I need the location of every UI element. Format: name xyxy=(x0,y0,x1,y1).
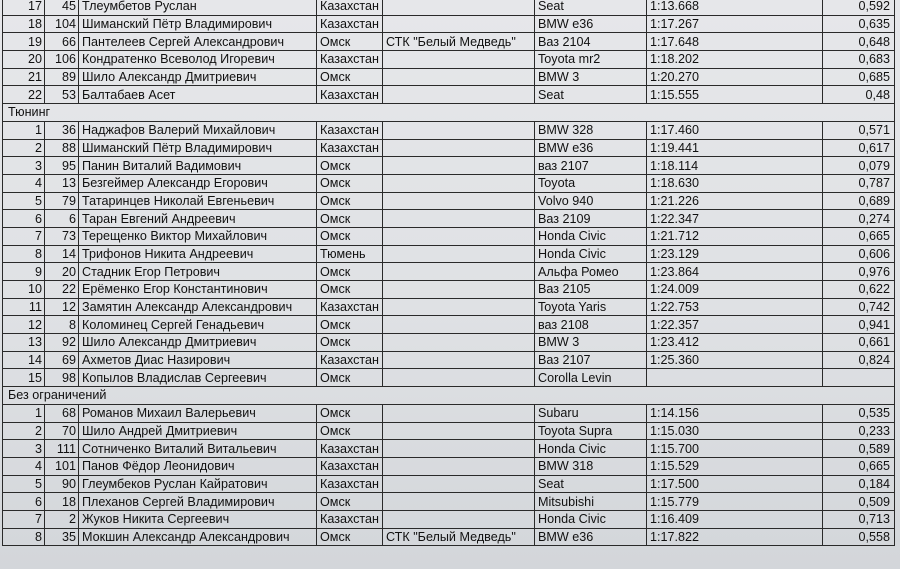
coefficient-cell: 0,635 xyxy=(823,15,895,33)
place-cell: 3 xyxy=(3,440,45,458)
car-cell: BMW e36 xyxy=(535,15,647,33)
team-cell xyxy=(383,475,535,493)
car-cell: Seat xyxy=(535,475,647,493)
lap-time-cell: 1:14.156 xyxy=(647,404,823,422)
table-row xyxy=(3,510,895,528)
place-cell: 15 xyxy=(3,369,45,387)
car-cell: Toyota xyxy=(535,174,647,192)
section-header-row xyxy=(3,104,895,122)
table-row xyxy=(3,0,895,15)
team-cell xyxy=(383,404,535,422)
coefficient-cell: 0,606 xyxy=(823,245,895,263)
lap-time-cell: 1:20.270 xyxy=(647,68,823,86)
place-cell: 1 xyxy=(3,404,45,422)
driver-name-cell: Романов Михаил Валерьевич xyxy=(79,404,317,422)
table-row xyxy=(3,475,895,493)
place-cell: 5 xyxy=(3,475,45,493)
table-row xyxy=(3,210,895,228)
team-cell xyxy=(383,351,535,369)
table-row xyxy=(3,68,895,86)
driver-name-cell: Шило Андрей Дмитриевич xyxy=(79,422,317,440)
lap-time-cell: 1:22.753 xyxy=(647,298,823,316)
number-cell: 92 xyxy=(45,334,79,352)
team-cell xyxy=(383,139,535,157)
place-cell: 7 xyxy=(3,227,45,245)
place-cell: 17 xyxy=(3,0,45,15)
lap-time-cell: 1:17.500 xyxy=(647,475,823,493)
number-cell: 101 xyxy=(45,457,79,475)
lap-time-cell: 1:17.267 xyxy=(647,15,823,33)
place-cell: 6 xyxy=(3,493,45,511)
driver-name-cell: Тлеумбетов Руслан xyxy=(79,0,317,15)
car-cell: BMW 328 xyxy=(535,121,647,139)
number-cell: 69 xyxy=(45,351,79,369)
team-cell xyxy=(383,227,535,245)
coefficient-cell: 0,233 xyxy=(823,422,895,440)
driver-name-cell: Безгеймер Александр Егорович xyxy=(79,174,317,192)
team-cell xyxy=(383,86,535,104)
number-cell: 14 xyxy=(45,245,79,263)
driver-name-cell: Копылов Владислав Сергеевич xyxy=(79,369,317,387)
lap-time-cell: 1:19.441 xyxy=(647,139,823,157)
number-cell: 73 xyxy=(45,227,79,245)
team-cell xyxy=(383,493,535,511)
number-cell: 13 xyxy=(45,174,79,192)
table-row xyxy=(3,33,895,51)
number-cell: 79 xyxy=(45,192,79,210)
city-cell: Омск xyxy=(317,281,383,299)
place-cell: 9 xyxy=(3,263,45,281)
driver-name-cell: Панов Фёдор Леонидович xyxy=(79,457,317,475)
results-body xyxy=(3,0,895,546)
city-cell: Омск xyxy=(317,369,383,387)
coefficient-cell: 0,824 xyxy=(823,351,895,369)
table-row xyxy=(3,174,895,192)
lap-time-cell: 1:18.630 xyxy=(647,174,823,192)
city-cell: Казахстан xyxy=(317,351,383,369)
lap-time-cell: 1:23.129 xyxy=(647,245,823,263)
place-cell: 2 xyxy=(3,422,45,440)
coefficient-cell: 0,941 xyxy=(823,316,895,334)
number-cell: 22 xyxy=(45,281,79,299)
coefficient-cell: 0,665 xyxy=(823,457,895,475)
city-cell: Омск xyxy=(317,192,383,210)
place-cell: 5 xyxy=(3,192,45,210)
lap-time-cell: 1:16.409 xyxy=(647,510,823,528)
team-cell xyxy=(383,210,535,228)
car-cell: BMW 3 xyxy=(535,68,647,86)
car-cell: Ваз 2105 xyxy=(535,281,647,299)
team-cell: СТК "Белый Медведь" xyxy=(383,33,535,51)
car-cell: Honda Civic xyxy=(535,245,647,263)
driver-name-cell: Татаринцев Николай Евгеньевич xyxy=(79,192,317,210)
lap-time-cell: 1:21.712 xyxy=(647,227,823,245)
driver-name-cell: Стадник Егор Петрович xyxy=(79,263,317,281)
city-cell: Омск xyxy=(317,263,383,281)
coefficient-cell xyxy=(823,369,895,387)
car-cell: Corolla Levin xyxy=(535,369,647,387)
table-row xyxy=(3,298,895,316)
number-cell: 106 xyxy=(45,51,79,69)
city-cell: Омск xyxy=(317,422,383,440)
number-cell: 2 xyxy=(45,510,79,528)
city-cell: Казахстан xyxy=(317,139,383,157)
place-cell: 1 xyxy=(3,121,45,139)
number-cell: 95 xyxy=(45,157,79,175)
place-cell: 20 xyxy=(3,51,45,69)
table-row xyxy=(3,528,895,546)
city-cell: Омск xyxy=(317,68,383,86)
place-cell: 18 xyxy=(3,15,45,33)
coefficient-cell: 0,787 xyxy=(823,174,895,192)
coefficient-cell: 0,976 xyxy=(823,263,895,281)
lap-time-cell: 1:23.412 xyxy=(647,334,823,352)
team-cell xyxy=(383,457,535,475)
car-cell: Honda Civic xyxy=(535,227,647,245)
table-row xyxy=(3,281,895,299)
driver-name-cell: Мокшин Александр Александрович xyxy=(79,528,317,546)
place-cell: 11 xyxy=(3,298,45,316)
car-cell: BMW 3 xyxy=(535,334,647,352)
lap-time-cell: 1:17.460 xyxy=(647,121,823,139)
table-row xyxy=(3,86,895,104)
lap-time-cell: 1:15.700 xyxy=(647,440,823,458)
lap-time-cell: 1:23.864 xyxy=(647,263,823,281)
coefficient-cell: 0,617 xyxy=(823,139,895,157)
place-cell: 21 xyxy=(3,68,45,86)
team-cell xyxy=(383,316,535,334)
lap-time-cell: 1:17.822 xyxy=(647,528,823,546)
team-cell xyxy=(383,157,535,175)
city-cell: Казахстан xyxy=(317,510,383,528)
coefficient-cell: 0,622 xyxy=(823,281,895,299)
lap-time-cell: 1:22.357 xyxy=(647,316,823,334)
city-cell: Казахстан xyxy=(317,457,383,475)
team-cell xyxy=(383,510,535,528)
driver-name-cell: Балтабаев Асет xyxy=(79,86,317,104)
coefficient-cell: 0,48 xyxy=(823,86,895,104)
lap-time-cell: 1:18.202 xyxy=(647,51,823,69)
number-cell: 68 xyxy=(45,404,79,422)
car-cell: Toyota Supra xyxy=(535,422,647,440)
driver-name-cell: Коломинец Сергей Генадьевич xyxy=(79,316,317,334)
driver-name-cell: Глеумбеков Руслан Кайратович xyxy=(79,475,317,493)
city-cell: Омск xyxy=(317,334,383,352)
driver-name-cell: Плеханов Сергей Владимирович xyxy=(79,493,317,511)
number-cell: 104 xyxy=(45,15,79,33)
coefficient-cell: 0,689 xyxy=(823,192,895,210)
car-cell: Альфа Ромео xyxy=(535,263,647,281)
team-cell xyxy=(383,422,535,440)
number-cell: 98 xyxy=(45,369,79,387)
number-cell: 18 xyxy=(45,493,79,511)
driver-name-cell: Ерёменко Егор Константинович xyxy=(79,281,317,299)
coefficient-cell: 0,509 xyxy=(823,493,895,511)
lap-time-cell: 1:15.529 xyxy=(647,457,823,475)
car-cell: Toyota mr2 xyxy=(535,51,647,69)
coefficient-cell: 0,742 xyxy=(823,298,895,316)
place-cell: 8 xyxy=(3,245,45,263)
table-row xyxy=(3,404,895,422)
number-cell: 36 xyxy=(45,121,79,139)
section-header-row xyxy=(3,387,895,405)
table-row xyxy=(3,192,895,210)
city-cell: Омск xyxy=(317,316,383,334)
number-cell: 66 xyxy=(45,33,79,51)
car-cell: Mitsubishi xyxy=(535,493,647,511)
place-cell: 14 xyxy=(3,351,45,369)
lap-time-cell xyxy=(647,369,823,387)
table-row xyxy=(3,334,895,352)
city-cell: Казахстан xyxy=(317,86,383,104)
table-row xyxy=(3,121,895,139)
table-row xyxy=(3,351,895,369)
city-cell: Омск xyxy=(317,493,383,511)
team-cell xyxy=(383,68,535,86)
table-row xyxy=(3,316,895,334)
team-cell xyxy=(383,440,535,458)
car-cell: Seat xyxy=(535,86,647,104)
number-cell: 70 xyxy=(45,422,79,440)
driver-name-cell: Трифонов Никита Андреевич xyxy=(79,245,317,263)
team-cell: СТК "Белый Медведь" xyxy=(383,528,535,546)
car-cell: Ваз 2104 xyxy=(535,33,647,51)
car-cell: ваз 2107 xyxy=(535,157,647,175)
coefficient-cell: 0,683 xyxy=(823,51,895,69)
team-cell xyxy=(383,15,535,33)
lap-time-cell: 1:25.360 xyxy=(647,351,823,369)
driver-name-cell: Шило Александр Дмитриевич xyxy=(79,68,317,86)
team-cell xyxy=(383,281,535,299)
driver-name-cell: Ахметов Диас Назирович xyxy=(79,351,317,369)
coefficient-cell: 0,713 xyxy=(823,510,895,528)
driver-name-cell: Замятин Александр Александрович xyxy=(79,298,317,316)
coefficient-cell: 0,592 xyxy=(823,0,895,15)
team-cell xyxy=(383,174,535,192)
table-row xyxy=(3,227,895,245)
table-row xyxy=(3,263,895,281)
number-cell: 88 xyxy=(45,139,79,157)
coefficient-cell: 0,274 xyxy=(823,210,895,228)
place-cell: 13 xyxy=(3,334,45,352)
coefficient-cell: 0,184 xyxy=(823,475,895,493)
number-cell: 20 xyxy=(45,263,79,281)
coefficient-cell: 0,079 xyxy=(823,157,895,175)
number-cell: 12 xyxy=(45,298,79,316)
coefficient-cell: 0,558 xyxy=(823,528,895,546)
place-cell: 6 xyxy=(3,210,45,228)
team-cell xyxy=(383,263,535,281)
coefficient-cell: 0,685 xyxy=(823,68,895,86)
driver-name-cell: Жуков Никита Сергеевич xyxy=(79,510,317,528)
team-cell xyxy=(383,245,535,263)
place-cell: 3 xyxy=(3,157,45,175)
city-cell: Казахстан xyxy=(317,0,383,15)
table-row xyxy=(3,493,895,511)
table-row xyxy=(3,440,895,458)
car-cell: Ваз 2107 xyxy=(535,351,647,369)
city-cell: Омск xyxy=(317,157,383,175)
table-row xyxy=(3,369,895,387)
lap-time-cell: 1:15.779 xyxy=(647,493,823,511)
driver-name-cell: Пантелеев Сергей Александрович xyxy=(79,33,317,51)
city-cell: Казахстан xyxy=(317,440,383,458)
team-cell xyxy=(383,51,535,69)
place-cell: 22 xyxy=(3,86,45,104)
table-row xyxy=(3,51,895,69)
place-cell: 4 xyxy=(3,174,45,192)
lap-time-cell: 1:13.668 xyxy=(647,0,823,15)
driver-name-cell: Наджафов Валерий Михайлович xyxy=(79,121,317,139)
table-row xyxy=(3,15,895,33)
table-row xyxy=(3,422,895,440)
lap-time-cell: 1:15.555 xyxy=(647,86,823,104)
city-cell: Омск xyxy=(317,210,383,228)
car-cell: ваз 2108 xyxy=(535,316,647,334)
coefficient-cell: 0,535 xyxy=(823,404,895,422)
place-cell: 2 xyxy=(3,139,45,157)
place-cell: 7 xyxy=(3,510,45,528)
coefficient-cell: 0,665 xyxy=(823,227,895,245)
driver-name-cell: Шиманский Пётр Владимирович xyxy=(79,139,317,157)
driver-name-cell: Кондратенко Всеволод Игоревич xyxy=(79,51,317,69)
section-title: Без ограничений xyxy=(3,387,895,405)
city-cell: Казахстан xyxy=(317,51,383,69)
car-cell: Volvo 940 xyxy=(535,192,647,210)
table-row xyxy=(3,139,895,157)
car-cell: Toyota Yaris xyxy=(535,298,647,316)
city-cell: Казахстан xyxy=(317,15,383,33)
number-cell: 90 xyxy=(45,475,79,493)
car-cell: Ваз 2109 xyxy=(535,210,647,228)
car-cell: BMW e36 xyxy=(535,139,647,157)
lap-time-cell: 1:17.648 xyxy=(647,33,823,51)
lap-time-cell: 1:21.226 xyxy=(647,192,823,210)
car-cell: Honda Civic xyxy=(535,510,647,528)
driver-name-cell: Таран Евгений Андреевич xyxy=(79,210,317,228)
city-cell: Омск xyxy=(317,174,383,192)
city-cell: Омск xyxy=(317,227,383,245)
place-cell: 4 xyxy=(3,457,45,475)
driver-name-cell: Шиманский Пётр Владимирович xyxy=(79,15,317,33)
section-title: Тюнинг xyxy=(3,104,895,122)
table-row xyxy=(3,157,895,175)
place-cell: 8 xyxy=(3,528,45,546)
car-cell: Seat xyxy=(535,0,647,15)
number-cell: 45 xyxy=(45,0,79,15)
coefficient-cell: 0,648 xyxy=(823,33,895,51)
place-cell: 10 xyxy=(3,281,45,299)
city-cell: Тюмень xyxy=(317,245,383,263)
driver-name-cell: Терещенко Виктор Михайлович xyxy=(79,227,317,245)
number-cell: 8 xyxy=(45,316,79,334)
driver-name-cell: Сотниченко Виталий Витальевич xyxy=(79,440,317,458)
number-cell: 111 xyxy=(45,440,79,458)
lap-time-cell: 1:24.009 xyxy=(647,281,823,299)
city-cell: Казахстан xyxy=(317,121,383,139)
lap-time-cell: 1:22.347 xyxy=(647,210,823,228)
coefficient-cell: 0,571 xyxy=(823,121,895,139)
car-cell: BMW 318 xyxy=(535,457,647,475)
team-cell xyxy=(383,298,535,316)
number-cell: 6 xyxy=(45,210,79,228)
driver-name-cell: Панин Виталий Вадимович xyxy=(79,157,317,175)
lap-time-cell: 1:15.030 xyxy=(647,422,823,440)
table-row xyxy=(3,245,895,263)
number-cell: 53 xyxy=(45,86,79,104)
car-cell: Subaru xyxy=(535,404,647,422)
results-table xyxy=(2,0,895,546)
city-cell: Омск xyxy=(317,528,383,546)
place-cell: 12 xyxy=(3,316,45,334)
car-cell: BMW e36 xyxy=(535,528,647,546)
city-cell: Омск xyxy=(317,404,383,422)
driver-name-cell: Шило Александр Дмитриевич xyxy=(79,334,317,352)
team-cell xyxy=(383,334,535,352)
lap-time-cell: 1:18.114 xyxy=(647,157,823,175)
number-cell: 89 xyxy=(45,68,79,86)
table-row xyxy=(3,457,895,475)
car-cell: Honda Civic xyxy=(535,440,647,458)
team-cell xyxy=(383,0,535,15)
number-cell: 35 xyxy=(45,528,79,546)
team-cell xyxy=(383,192,535,210)
city-cell: Омск xyxy=(317,33,383,51)
city-cell: Казахстан xyxy=(317,298,383,316)
place-cell: 19 xyxy=(3,33,45,51)
team-cell xyxy=(383,369,535,387)
coefficient-cell: 0,661 xyxy=(823,334,895,352)
team-cell xyxy=(383,121,535,139)
city-cell: Казахстан xyxy=(317,475,383,493)
coefficient-cell: 0,589 xyxy=(823,440,895,458)
